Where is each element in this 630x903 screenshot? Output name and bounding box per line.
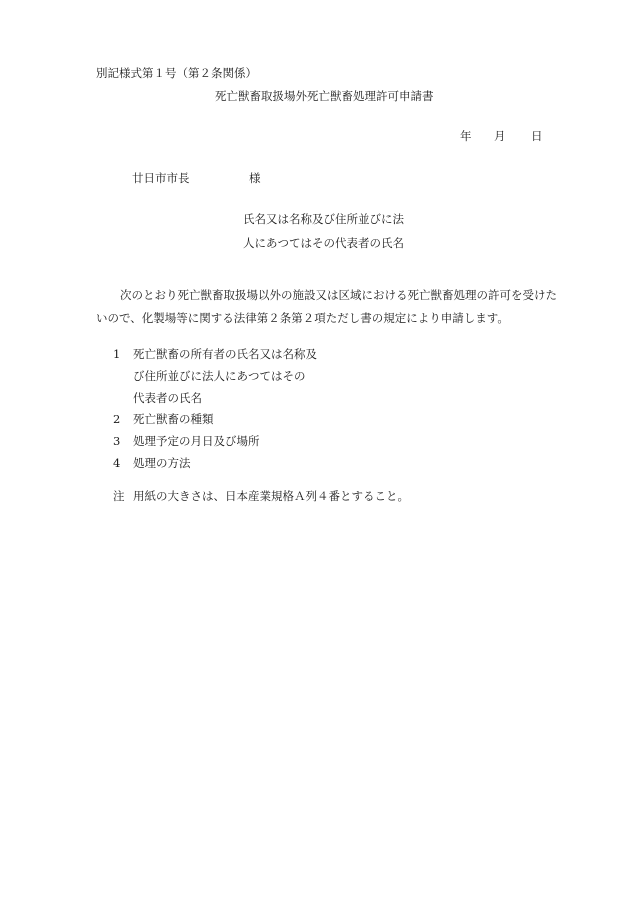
item-number: 2 (113, 412, 121, 426)
applicant-label-line1: 氏名又は名称及び住所並びに法 (243, 212, 404, 226)
footnote (113, 491, 409, 503)
item-text: 死亡獣畜の種類 (133, 412, 214, 426)
form-label: 別記様式第１号（第２条関係） (96, 66, 257, 80)
body-line-2: いので、化製場等に関する法律第２条第２項ただし書の規定により申請します。 (96, 311, 509, 325)
item-text: 死亡獣畜の所有者の氏名又は名称及 (133, 347, 317, 361)
item-text: 処理の方法 (133, 456, 191, 470)
list-item-1-continuation: び住所並びに法人にあつてはその (133, 369, 306, 383)
list-item-1-continuation: 代表者の氏名 (133, 391, 202, 405)
date-year-label: 年 (460, 129, 472, 143)
list-item-1 (113, 349, 317, 361)
date-day-label: 日 (531, 129, 543, 143)
list-item-4 (113, 458, 191, 470)
body-line-1: 次のとおり死亡獣畜取扱場以外の施設又は区域における死亡獣畜処理の許可を受けた (120, 288, 557, 302)
list-item-2 (113, 414, 214, 426)
applicant-label-line2: 人にあつてはその代表者の氏名 (243, 236, 404, 250)
item-number: 1 (113, 347, 121, 361)
addressee-name: 廿日市市長 (132, 171, 190, 185)
list-item-3 (113, 436, 260, 448)
item-number: 4 (113, 456, 121, 470)
date-month-label: 月 (494, 129, 506, 143)
footnote-text: 用紙の大きさは、日本産業規格Ａ列４番とすること。 (133, 489, 409, 503)
application-body (96, 284, 576, 330)
footnote-mark: 注 (113, 489, 125, 503)
item-text: 処理予定の月日及び場所 (133, 434, 260, 448)
item-number: 3 (113, 434, 121, 448)
document-title: 死亡獣畜取扱場外死亡獣畜処理許可申請書 (215, 89, 434, 103)
addressee-honorific: 様 (249, 171, 261, 185)
